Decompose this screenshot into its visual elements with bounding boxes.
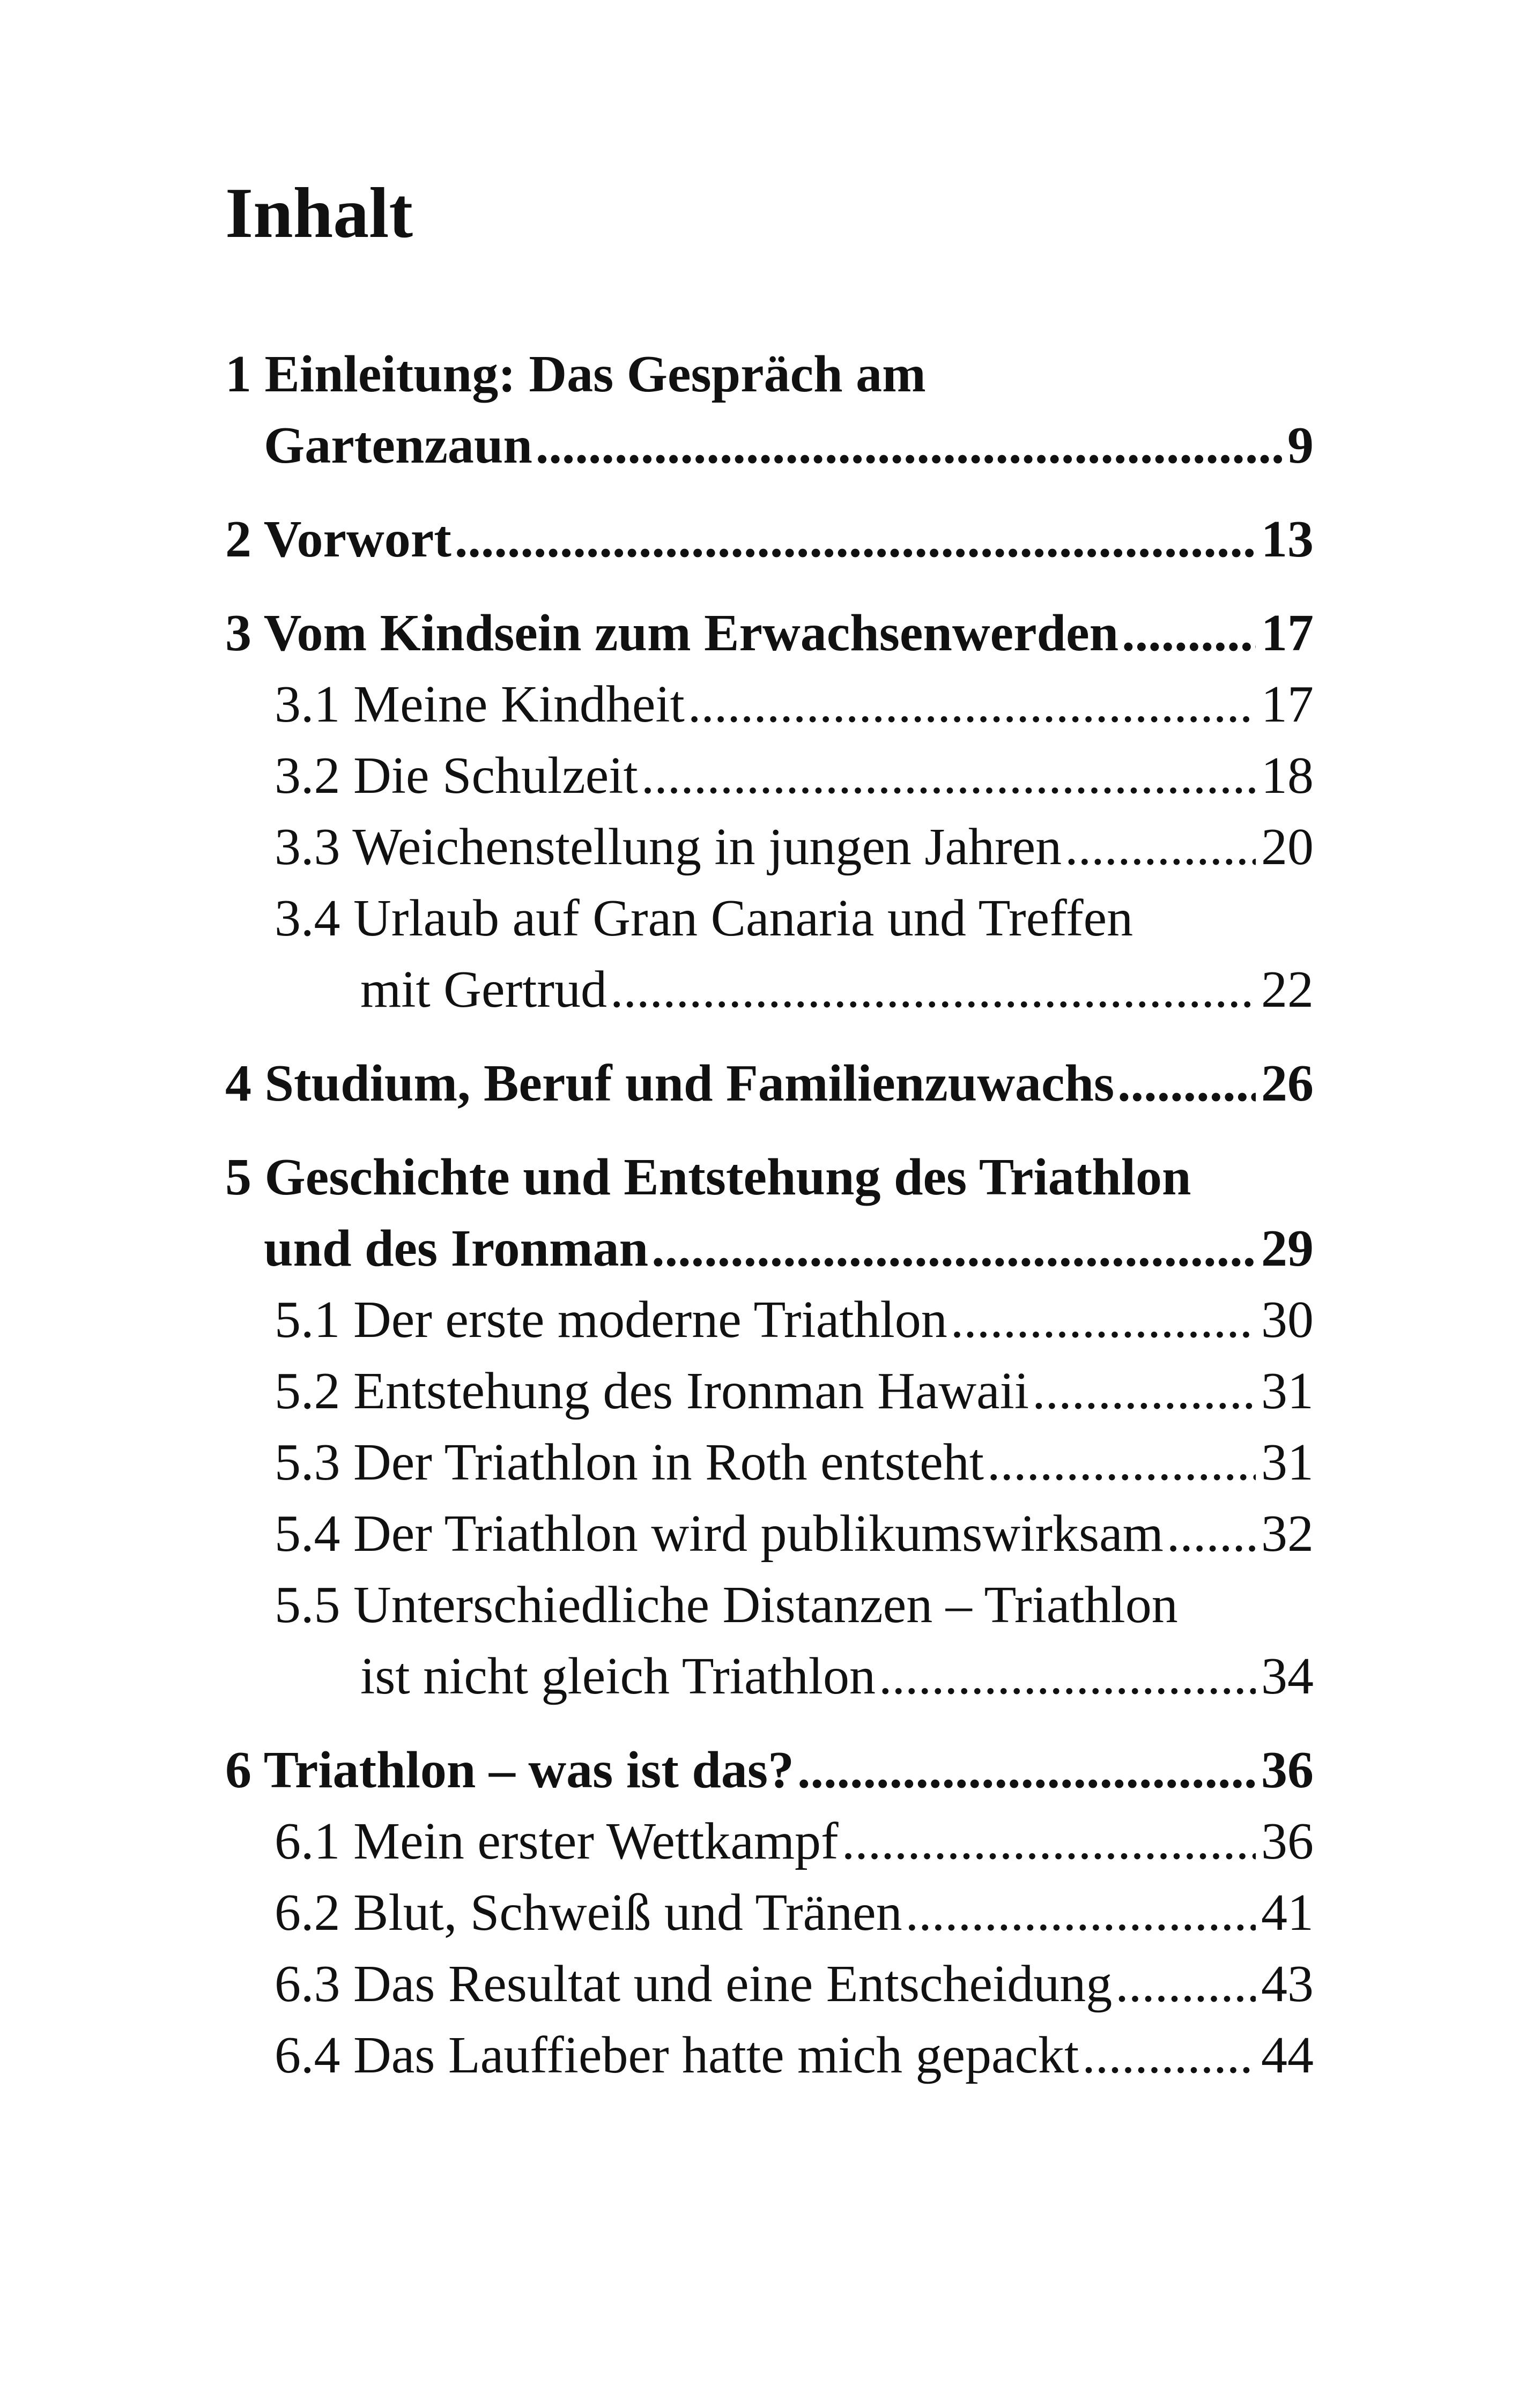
toc-entry-title: 6.1 Mein erster Wettkampf — [275, 1812, 839, 1870]
dot-leader — [1167, 1498, 1256, 1570]
toc-chapter-4 — [225, 1048, 1314, 1119]
toc-entry-title: 3 Vom Kindsein zum Erwachsenwerden — [225, 604, 1119, 662]
toc-section-3-4-line2 — [225, 954, 1314, 1025]
toc-section-6-1 — [225, 1806, 1314, 1877]
toc-section-3-4-line1 — [225, 883, 1314, 954]
toc-section-3-3 — [225, 812, 1314, 883]
toc-entry-title: 3.4 Urlaub auf Gran Canaria und Treffen — [275, 889, 1133, 947]
dot-leader — [1082, 2020, 1256, 2091]
toc-page-number: 17 — [1261, 604, 1314, 662]
toc-page-number: 26 — [1261, 1054, 1314, 1112]
toc-page-number: 20 — [1261, 818, 1314, 876]
dot-leader — [906, 1877, 1256, 1949]
dot-leader — [1032, 1356, 1256, 1427]
toc-chapter-5-line2 — [225, 1213, 1314, 1284]
dot-leader — [1122, 598, 1256, 669]
toc-chapter-1-line1 — [225, 339, 1314, 410]
toc-page-number: 18 — [1261, 747, 1314, 805]
toc-page-number: 32 — [1261, 1505, 1314, 1563]
toc-chapter-2 — [225, 504, 1314, 575]
toc-entry-title: 4 Studium, Beruf und Familienzuwachs — [225, 1054, 1115, 1112]
toc-entry-title: 3.2 Die Schulzeit — [275, 747, 638, 805]
toc-entry-title: 5 Geschichte und Entstehung des Triathlon — [225, 1148, 1191, 1206]
toc-section-5-2 — [225, 1356, 1314, 1427]
toc-section-3-1 — [225, 669, 1314, 740]
toc-section-6-3 — [225, 1949, 1314, 2020]
dot-leader — [879, 1641, 1256, 1712]
toc-page-number: 36 — [1261, 1812, 1314, 1870]
toc-page-number: 31 — [1261, 1362, 1314, 1420]
toc-entry-title: 5.4 Der Triathlon wird publikumswirksam — [275, 1505, 1164, 1563]
toc-chapter-3 — [225, 598, 1314, 669]
toc-entry-title: und des Ironman — [264, 1220, 649, 1277]
toc-entry-title: Gartenzaun — [264, 417, 532, 474]
dot-leader — [987, 1427, 1256, 1498]
toc-entry-title: 5.5 Unterschiedliche Distanzen – Triathlon — [275, 1576, 1178, 1634]
toc-section-5-4 — [225, 1498, 1314, 1570]
toc-page-number: 43 — [1261, 1955, 1314, 2013]
toc-entry-title: 3.1 Meine Kindheit — [275, 675, 685, 733]
toc-entry-title: 3.3 Weichenstellung in jungen Jahren — [275, 818, 1062, 876]
toc-entry-title: 6.4 Das Lauffieber hatte mich gepackt — [275, 2026, 1079, 2084]
toc-page-number: 13 — [1261, 510, 1314, 568]
toc-entry-title: 5.3 Der Triathlon in Roth entsteht — [275, 1433, 984, 1491]
toc-page-number: 17 — [1261, 675, 1314, 733]
toc-page-number: 31 — [1261, 1433, 1314, 1491]
toc-section-5-1 — [225, 1284, 1314, 1356]
dot-leader — [536, 410, 1282, 481]
toc-page-number: 30 — [1261, 1291, 1314, 1349]
toc-entry-title: 6.3 Das Resultat und eine Entscheidung — [275, 1955, 1113, 2013]
toc-section-6-4 — [225, 2020, 1314, 2091]
toc-page-number: 22 — [1261, 961, 1314, 1019]
toc-section-5-3 — [225, 1427, 1314, 1498]
toc-page-number: 34 — [1261, 1647, 1314, 1705]
table-of-contents — [225, 339, 1314, 2091]
dot-leader — [1115, 1949, 1256, 2020]
toc-entry-title: 5.1 Der erste moderne Triathlon — [275, 1291, 947, 1349]
toc-chapter-5-line1 — [225, 1142, 1314, 1213]
dot-leader — [797, 1735, 1256, 1806]
page-title: Inhalt — [225, 173, 413, 252]
dot-leader — [951, 1284, 1256, 1356]
toc-entry-title: 6.2 Blut, Schweiß und Tränen — [275, 1884, 902, 1942]
toc-entry-title: 2 Vorwort — [225, 510, 451, 568]
toc-entry-title: 6 Triathlon – was ist das? — [225, 1741, 794, 1799]
dot-leader — [1117, 1048, 1256, 1119]
toc-section-5-5-line2 — [225, 1641, 1314, 1712]
toc-page-number: 29 — [1261, 1220, 1314, 1277]
toc-page-number: 41 — [1261, 1884, 1314, 1942]
toc-section-3-2 — [225, 740, 1314, 812]
toc-entry-title: 1 Einleitung: Das Gespräch am — [225, 345, 926, 403]
toc-page-number: 36 — [1261, 1741, 1314, 1799]
toc-entry-title: ist nicht gleich Triathlon — [360, 1647, 876, 1705]
toc-entry-title: 5.2 Entstehung des Ironman Hawaii — [275, 1362, 1029, 1420]
dot-leader — [651, 1213, 1256, 1284]
dot-leader — [455, 504, 1256, 575]
dot-leader — [1065, 812, 1256, 883]
dot-leader — [610, 954, 1256, 1025]
toc-chapter-1-line2 — [225, 410, 1314, 481]
toc-section-5-5-line1 — [225, 1570, 1314, 1641]
dot-leader — [842, 1806, 1256, 1877]
dot-leader — [641, 740, 1256, 812]
dot-leader — [688, 669, 1256, 740]
toc-section-6-2 — [225, 1877, 1314, 1949]
toc-entry-title: mit Gertrud — [360, 961, 607, 1019]
toc-page-number: 44 — [1261, 2026, 1314, 2084]
toc-chapter-6 — [225, 1735, 1314, 1806]
toc-page-number: 9 — [1287, 417, 1314, 474]
